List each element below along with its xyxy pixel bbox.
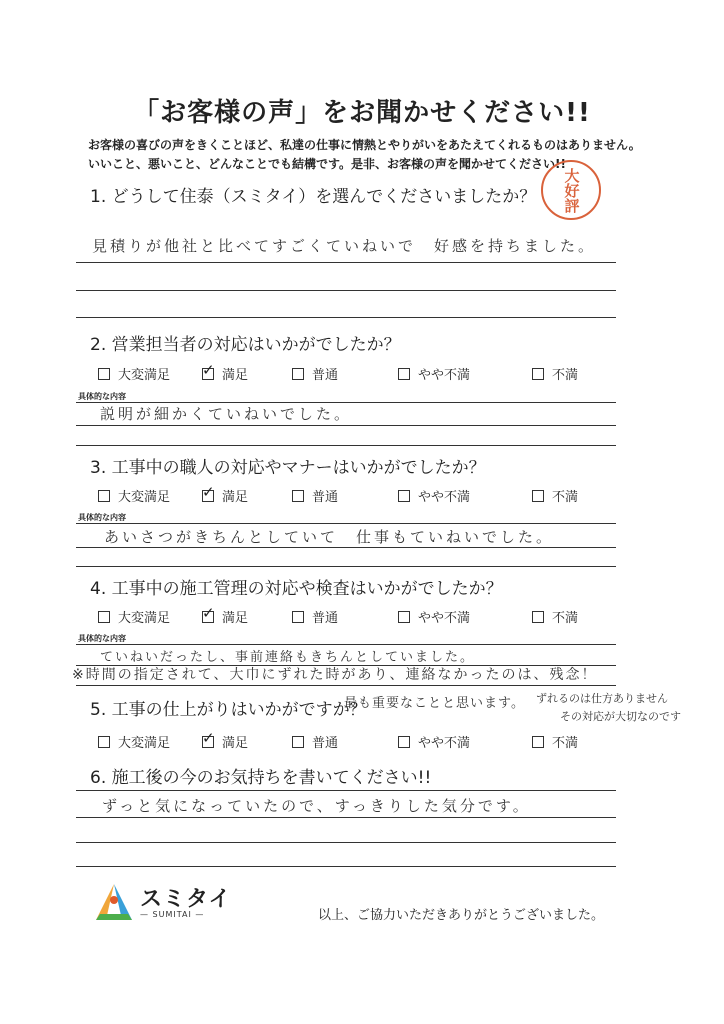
answer-5-note-2: その対応が大切なのです: [560, 710, 681, 723]
checkbox[interactable]: [98, 736, 110, 748]
option-normal[interactable]: 普通: [292, 364, 338, 383]
page-title: 「お客様の声」をお聞かせください!!: [133, 98, 591, 128]
question-4: 4. 工事中の施工管理の対応や検査はいかがでしたか？: [90, 579, 503, 599]
option-satisfied[interactable]: ✓ 満足: [202, 364, 248, 383]
checkbox[interactable]: [532, 611, 544, 623]
answer-rule: [76, 290, 616, 291]
option-normal[interactable]: 普通: [292, 732, 338, 751]
checkbox[interactable]: [532, 490, 544, 502]
checkbox-checked[interactable]: [202, 368, 214, 380]
question-2: 2. 営業担当者の対応はいかがでしたか？: [90, 335, 401, 355]
answer-rule: [76, 842, 616, 843]
answer-5: 最も重要なことと思います。: [344, 696, 525, 711]
intro-line-1: お客様の喜びの声をきくことほど、私達の仕事に情熱とやりがいをあたえてくれるものはありません。: [88, 138, 641, 152]
answer-6: ずっと気になっていたので、すっきりした気分です。: [102, 797, 531, 815]
option-normal[interactable]: 普通: [292, 486, 338, 505]
footer-thanks: 以上、ご協力いただきありがとうございました。: [318, 908, 605, 923]
detail-label: 具体的な内容: [78, 634, 126, 643]
answer-3: あいさつがきちんとしていて 仕事もていねいでした。: [104, 528, 555, 546]
checkbox[interactable]: [398, 736, 410, 748]
checkbox[interactable]: [398, 368, 410, 380]
option-dissatisfied[interactable]: 不満: [532, 364, 578, 383]
option-very-satisfied[interactable]: 大変満足: [98, 486, 170, 505]
checkbox-checked[interactable]: [202, 611, 214, 623]
answer-rule: [76, 425, 616, 426]
option-very-satisfied[interactable]: 大変満足: [98, 607, 170, 626]
option-somewhat-dissatisfied[interactable]: やや不満: [398, 364, 470, 383]
answer-rule: [76, 547, 616, 548]
option-very-satisfied[interactable]: 大変満足: [98, 732, 170, 751]
answer-rule: [76, 445, 616, 446]
answer-rule: [76, 817, 616, 818]
option-dissatisfied[interactable]: 不満: [532, 607, 578, 626]
question-1: 1. どうして住泰（スミタイ）を選んでくださいましたか？: [90, 187, 537, 207]
question-5: 5. 工事の仕上がりはいかがですか？: [90, 700, 367, 720]
option-very-satisfied[interactable]: 大変満足: [98, 364, 170, 383]
approval-stamp: [541, 160, 601, 220]
checkbox[interactable]: [292, 368, 304, 380]
checkbox[interactable]: [292, 736, 304, 748]
option-somewhat-dissatisfied[interactable]: やや不満: [398, 607, 470, 626]
answer-rule: [76, 566, 616, 567]
question-3: 3. 工事中の職人の対応やマナーはいかがでしたか？: [90, 458, 486, 478]
checkbox[interactable]: [98, 611, 110, 623]
stamp-text: 大好評: [562, 167, 581, 213]
answer-rule: [76, 262, 616, 263]
answer-rule: [76, 685, 616, 686]
logo-subtitle: — SUMITAI —: [140, 910, 205, 919]
checkbox[interactable]: [292, 611, 304, 623]
checkbox[interactable]: [98, 490, 110, 502]
logo-mark-icon: [92, 882, 136, 924]
checkbox-checked[interactable]: [202, 490, 214, 502]
option-somewhat-dissatisfied[interactable]: やや不満: [398, 486, 470, 505]
answer-5-note-1: ずれるのは仕方ありません: [536, 692, 668, 705]
checkbox-checked[interactable]: [202, 736, 214, 748]
answer-rule: [76, 317, 616, 318]
company-logo: [92, 880, 232, 926]
answer-4-note: ※時間の指定されて、大巾にずれた時があり、連絡なかったのは、残念！: [72, 667, 598, 683]
question-6: 6. 施工後の今のお気持ちを書いてください!!: [90, 768, 432, 788]
answer-1: 見積りが他社と比べてすごくていねいで 好感を持ちました。: [92, 237, 597, 255]
answer-rule: [76, 523, 616, 524]
checkbox[interactable]: [98, 368, 110, 380]
option-dissatisfied[interactable]: 不満: [532, 732, 578, 751]
answer-2: 説明が細かくていねいでした。: [100, 405, 353, 423]
option-dissatisfied[interactable]: 不満: [532, 486, 578, 505]
answer-rule: [76, 866, 616, 867]
intro-line-2: いいこと、悪いこと、どんなことでも結構です。是非、お客様の声を聞かせてください!!: [88, 157, 566, 171]
checkbox[interactable]: [532, 368, 544, 380]
detail-label: 具体的な内容: [78, 392, 126, 401]
checkbox[interactable]: [398, 490, 410, 502]
answer-4: ていねいだったし、事前連絡もきちんとしていました。: [100, 650, 476, 665]
option-somewhat-dissatisfied[interactable]: やや不満: [398, 732, 470, 751]
checkbox[interactable]: [398, 611, 410, 623]
checkbox[interactable]: [292, 490, 304, 502]
option-satisfied[interactable]: ✓ 満足: [202, 486, 248, 505]
logo-name: スミタイ: [140, 887, 232, 912]
option-satisfied[interactable]: ✓ 満足: [202, 607, 248, 626]
checkbox[interactable]: [532, 736, 544, 748]
answer-rule: [76, 790, 616, 791]
detail-label: 具体的な内容: [78, 513, 126, 522]
option-normal[interactable]: 普通: [292, 607, 338, 626]
answer-rule: [76, 644, 616, 645]
option-satisfied[interactable]: ✓ 満足: [202, 732, 248, 751]
